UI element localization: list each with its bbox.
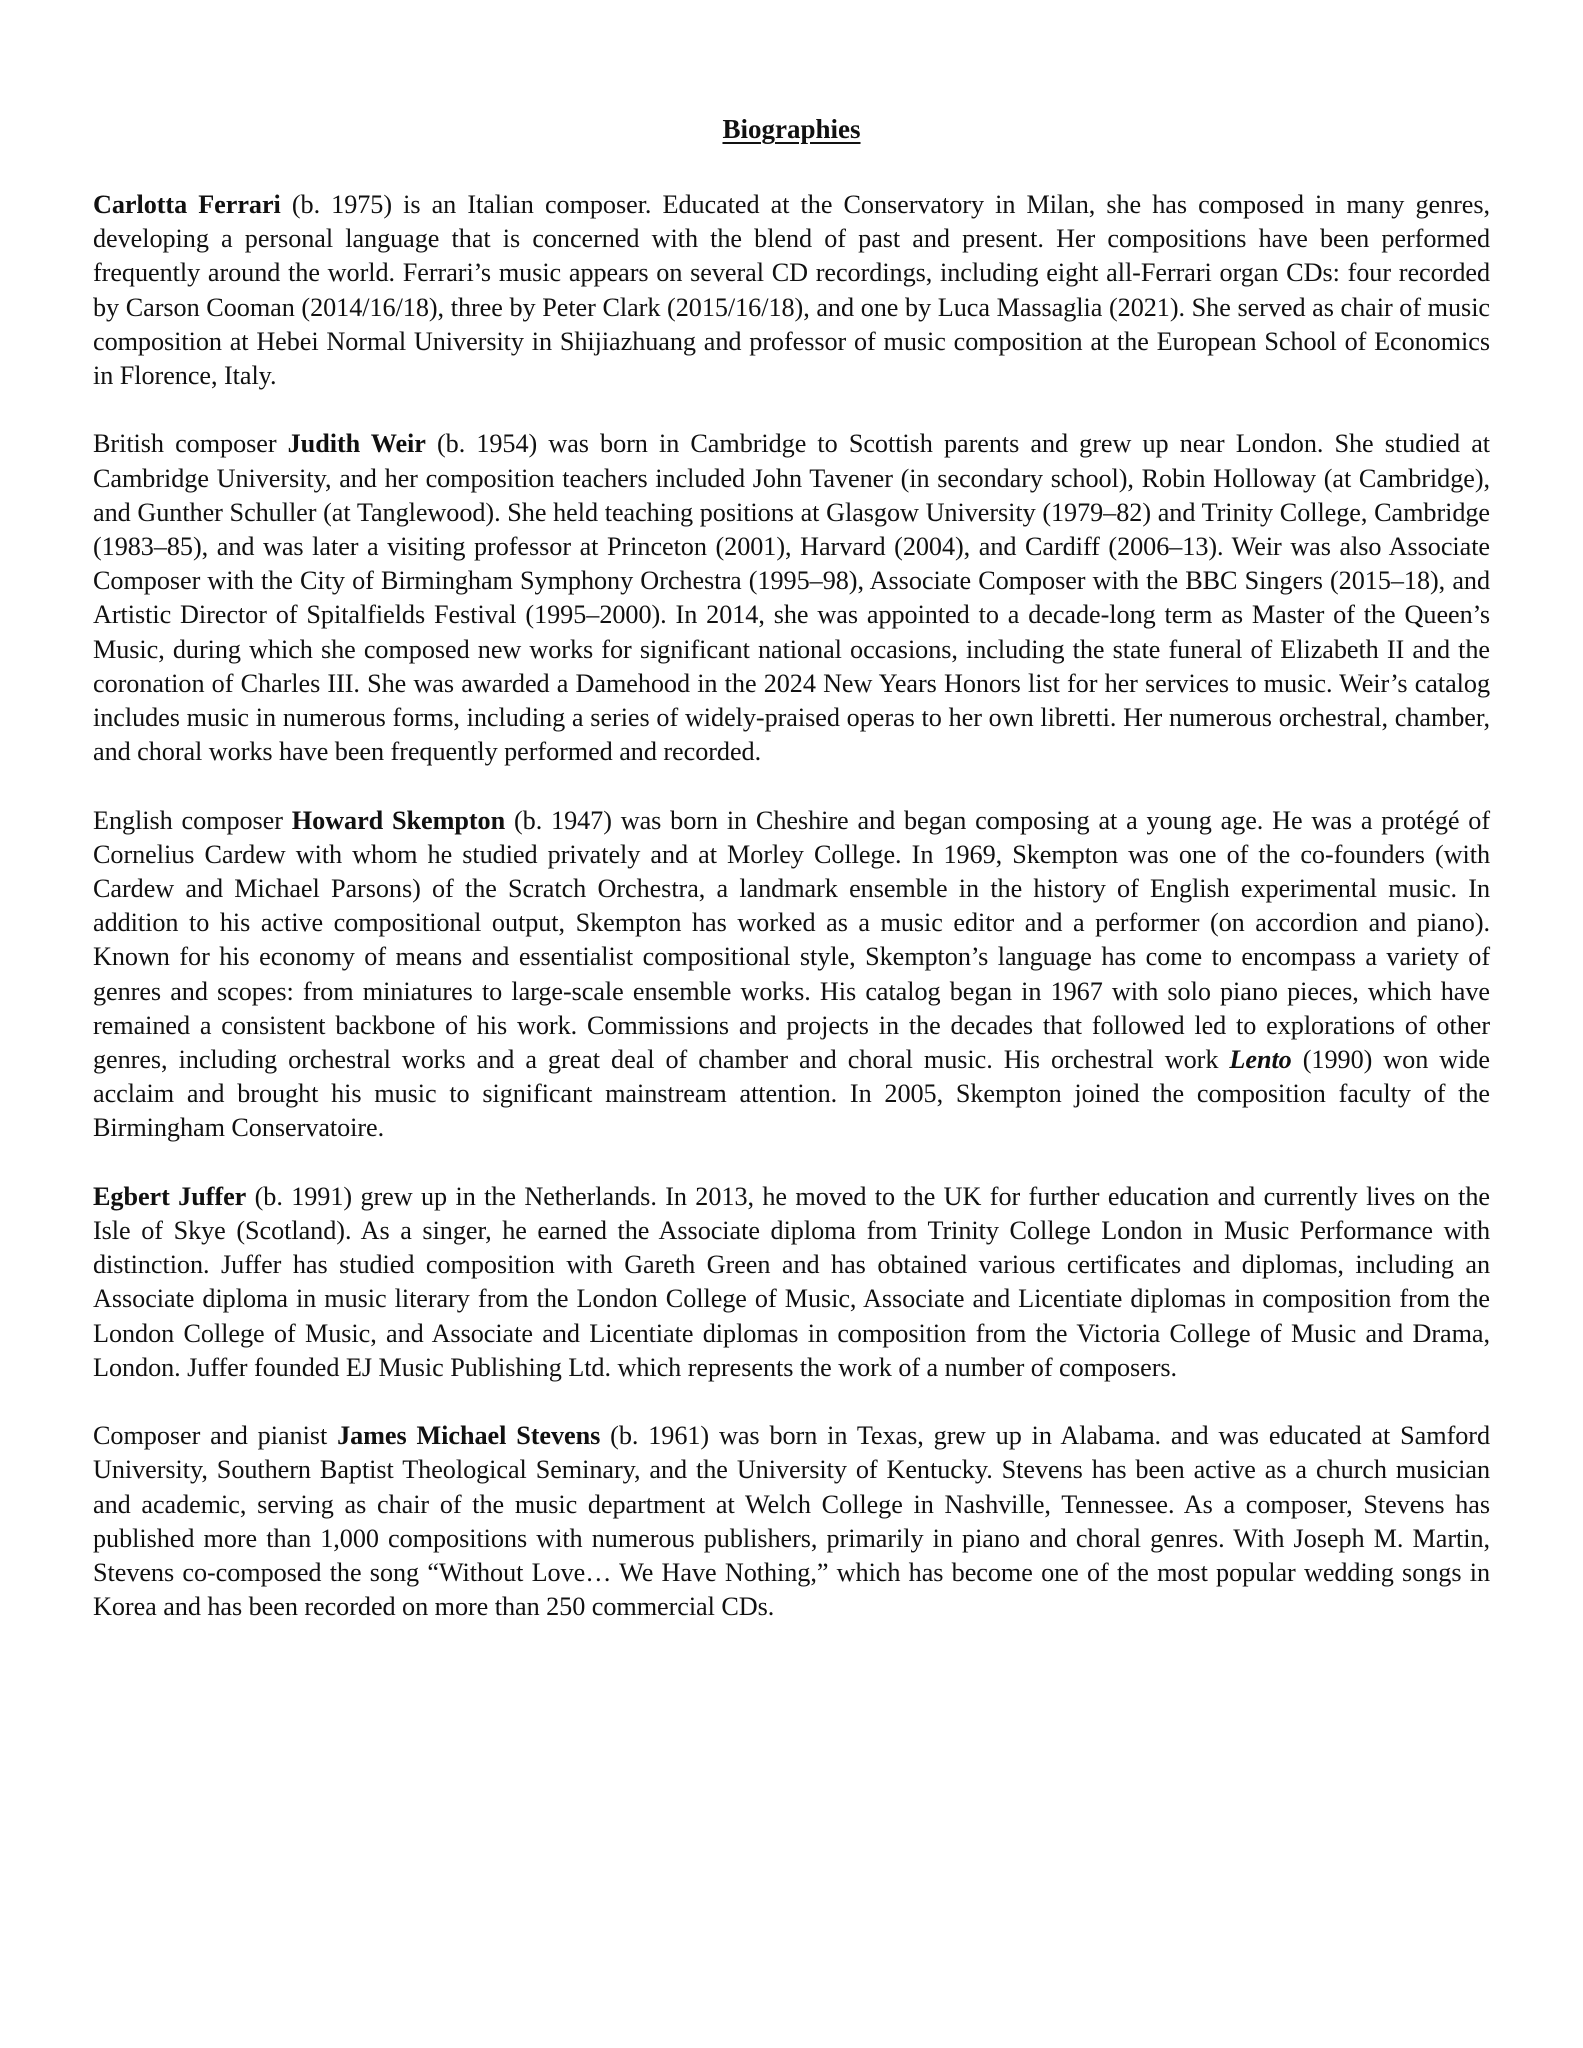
bio-text: (b. 1975) is an Italian composer. Educated at the Conservatory in Milan, she has composed in many genres, developing a personal language that is concerned with the blend of past and present. Her compositions have been performed frequently around the world. Ferrari’s music appears on several CD recordings, including eight all-Ferrari organ CDs: four recorded by Carson Cooman (2014/16/18), three by Peter Clark (2015/16/18), and one by Luca Massaglia (2021). She served as chair of music composition at Hebei Normal University in Shijiazhuang and professor of music composition at the European School of Economics in Florence, Italy.: [93, 190, 1490, 391]
page-title: Biographies: [722, 114, 861, 144]
biography-judith-weir: [93, 427, 1490, 769]
composer-name: Judith Weir: [287, 429, 426, 459]
document-page: [93, 112, 1490, 1659]
bio-text: (b. 1991) grew up in the Netherlands. In 2013, he moved to the UK for further education and currently lives on the Isle of Skye (Scotland). As a singer, he earned the Associate diploma from Trinity College London in Music Performance with distinction. Juffer has studied composition with Gareth Green and has obtained various certificates and diplomas, including an Associate diploma in music literary from the London College of Music, Associate and Licentiate diplomas in composition from the London College of Music, and Associate and Licentiate diplomas in composition from the Victoria College of Music and Drama, London. Juffer founded EJ Music Publishing Ltd. which represents the work of a number of composers.: [93, 1181, 1490, 1382]
work-title: Lento: [1229, 1045, 1292, 1075]
bio-prefix: Composer and pianist: [93, 1421, 338, 1451]
bio-text: (b. 1947) was born in Cheshire and began composing at a young age. He was a protégé of Cornelius Cardew with whom he studied privately and at Morley College. In 1969, Skempton was one of the co-founders (with Cardew and Michael Parsons) of the Scratch Orchestra, a landmark ensemble in the history of English experimental music. In addition to his active compositional output, Skempton has worked as a music editor and a performer (on accordion and piano). Known for his economy of means and essentialist compositional style, Skempton’s language has come to encompass a variety of genres and scopes: from miniatures to large-scale ensemble works. His catalog began in 1967 with solo piano pieces, which have remained a consistent backbone of his work. Commissions and projects in the decades that followed led to explorations of other genres, including orchestral works and a great deal of chamber and choral music. His orchestral work: [93, 805, 1491, 1075]
bio-prefix: English composer: [93, 805, 292, 835]
bio-prefix: British composer: [93, 429, 288, 459]
bio-text: (b. 1954) was born in Cambridge to Scottish parents and grew up near London. She studied at Cambridge University, and her composition teachers included John Tavener (in secondary school), Robin Holloway (at Cambridge), and Gunther Schuller (at Tanglewood). She held teaching positions at Glasgow University (1979–82) and Trinity College, Cambridge (1983–85), and was later a visiting professor at Princeton (2001), Harvard (2004), and Cardiff (2006–13). Weir was also Associate Composer with the City of Birmingham Symphony Orchestra (1995–98), Associate Composer with the BBC Singers (2015–18), and Artistic Director of Spitalfields Festival (1995–2000). In 2014, she was appointed to a decade-long term as Master of the Queen’s Music, during which she composed new works for significant national occasions, including the state funeral of Elizabeth II and the coronation of Charles III. She was awarded a Damehood in the 2024 New Years Honors list for her services to music. Weir’s catalog includes music in numerous forms, including a series of widely-praised operas to her own libretti. Her numerous orchestral, chamber, and choral works have been frequently performed and recorded.: [93, 429, 1490, 767]
biography-egbert-juffer: [93, 1180, 1490, 1385]
bio-text-continued: (1990) won wide acclaim and brought his music to significant mainstream attention. In 2005, Skempton joined the composition faculty of the Birmingham Conservatoire.: [93, 1045, 1490, 1143]
biography-james-michael-stevens: [93, 1419, 1490, 1624]
biography-carlotta-ferrari: [93, 188, 1490, 393]
bio-text: (b. 1961) was born in Texas, grew up in Alabama. and was educated at Samford University, Southern Baptist Theological Seminary, and the University of Kentucky. Stevens has been active as a church musician and academic, serving as chair of the music department at Welch College in Nashville, Tennessee. As a composer, Stevens has published more than 1,000 compositions with numerous publishers, primarily in piano and choral genres. With Joseph M. Martin, Stevens co-composed the song “Without Love… We Have Nothing,” which has become one of the most popular wedding songs in Korea and has been recorded on more than 250 commercial CDs.: [93, 1421, 1490, 1622]
biography-howard-skempton: [93, 804, 1490, 1146]
composer-name: Howard Skempton: [291, 805, 506, 835]
composer-name: Egbert Juffer: [93, 1181, 247, 1211]
composer-name: Carlotta Ferrari: [93, 190, 281, 219]
composer-name: James Michael Stevens: [337, 1421, 601, 1451]
